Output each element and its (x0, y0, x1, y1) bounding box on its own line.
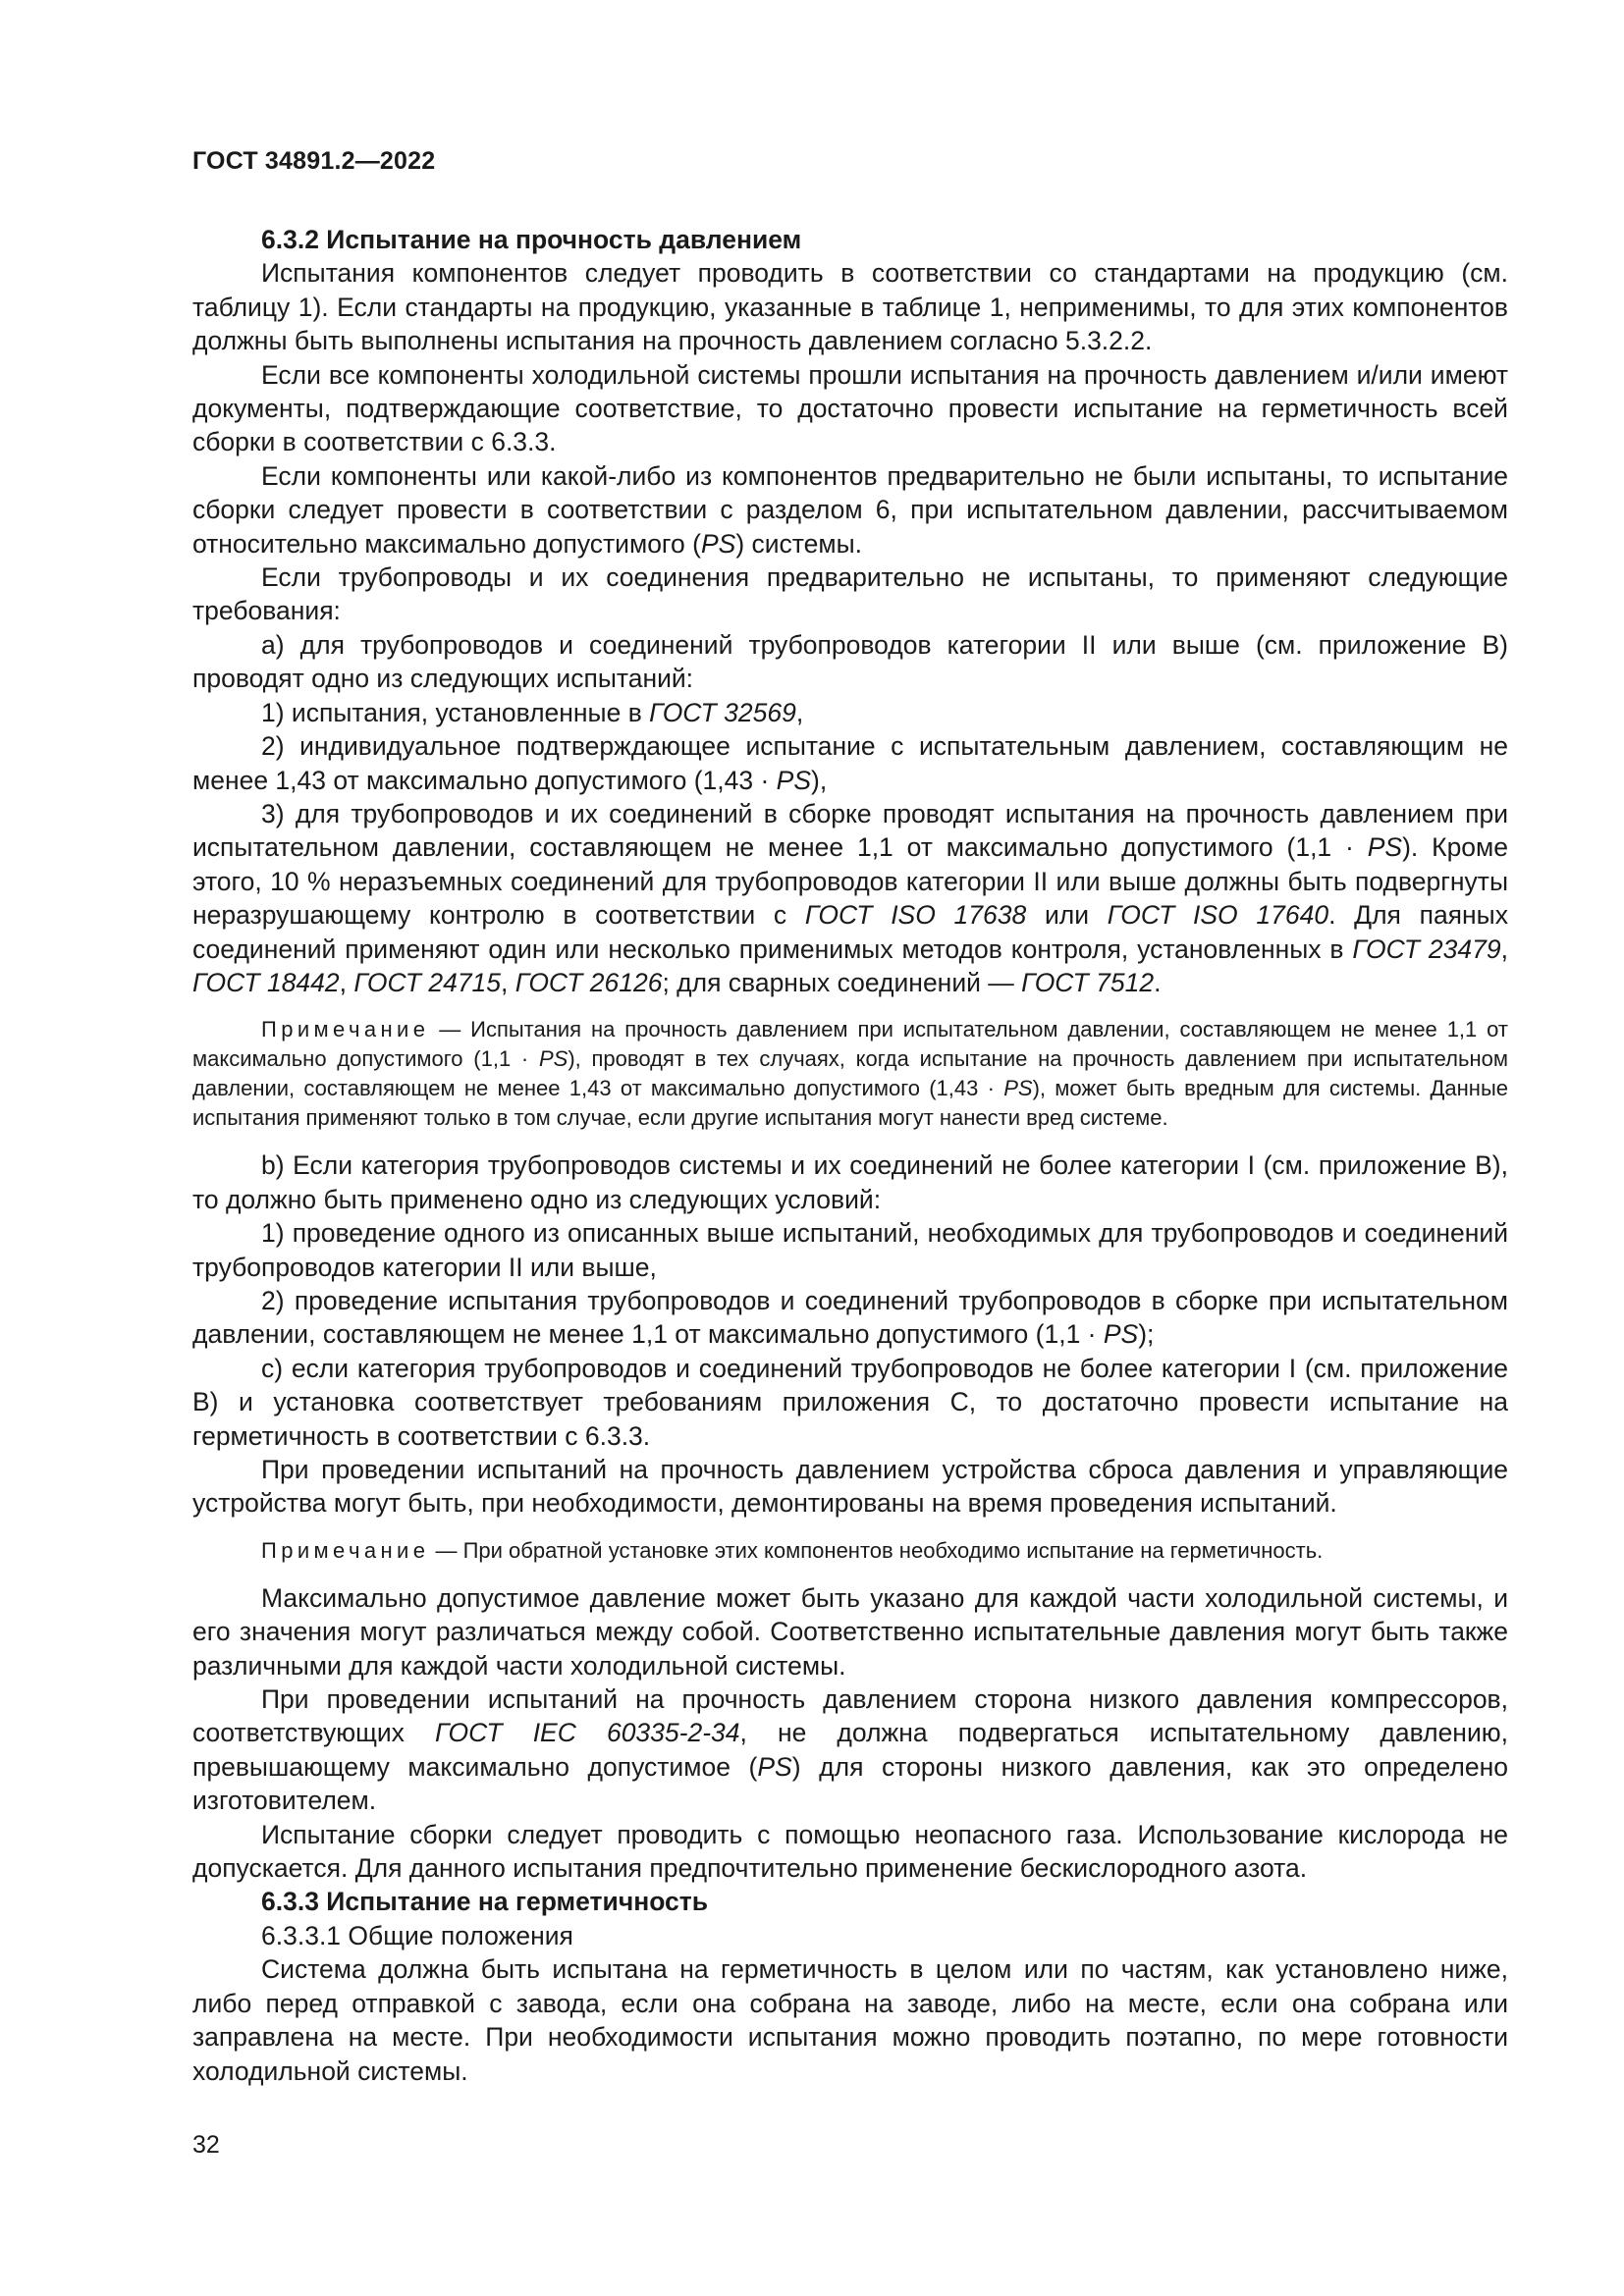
paragraph (192, 459, 1508, 561)
document-header: ГОСТ 34891.2—2022 (192, 147, 436, 175)
standard-reference: ГОСТ 26126 (514, 967, 663, 997)
note-label: Примечание (261, 1017, 430, 1042)
list-item-a-1 (192, 696, 1508, 729)
text-fragment: , (795, 697, 804, 727)
section-heading-6-3-3: 6.3.3 Испытание на герметичность (261, 1887, 709, 1917)
text-fragment: или (1026, 900, 1108, 931)
text-fragment: . Для паяных соединений применяют один или несколько применимых методов контроля, установленных в (192, 900, 1508, 964)
text-fragment: 2) индивидуальное подтверждающее испытание с испытательным давлением, составляющим не менее 1,43 от максимально допустимого (1,43 · (192, 731, 1508, 795)
text-fragment: ). Кроме этого, 10 % неразъемных соединений для трубопроводов категории II или выше должны быть подвергнуты неразрушающему контролю в соответствии с (192, 832, 1508, 931)
text-fragment: 3) для трубопроводов и их соединений в сборке проводят испытания на прочность давлением при испытательном давлении, составляющем не менее 1,1 от максимально допустимого (1,1 · (192, 798, 1508, 863)
text-fragment: 1) испытания, установленные в (261, 697, 650, 727)
list-item-c: c) если категория трубопроводов и соединений трубопроводов не более категории I (см. приложение B) и установка соответствует требованиям приложения C, то достаточно провести испытание на герметичность в соответствии с 6.3.3. (192, 1353, 1508, 1451)
text-fragment: — Испытания на прочность давлением при испытательном давлении, составляющем не менее 1,1 от максимально допустимого (1,1 · (192, 1017, 1508, 1072)
text-fragment: ), может быть вредным для системы. Данные испытания применяют только в том случае, если другие испытания могут нанести вред системе. (192, 1076, 1508, 1131)
text-fragment: ) для стороны низкого давления, как это определено изготовителем. (192, 1751, 1508, 1816)
text-fragment: 2) проведение испытания трубопроводов и соединений трубопроводов в сборке при испытательном давлении, составляющем не менее 1,1 от максимально допустимого (1,1 · (192, 1285, 1508, 1350)
text-fragment: ) системы. (735, 528, 863, 559)
subsection-heading-6-3-3-1: 6.3.3.1 Общие положения (261, 1920, 573, 1950)
standard-reference: ГОСТ 24715 (353, 967, 502, 997)
text-fragment: , не должна подвергаться испытательному давлению, превышающему максимально допустимое ( (192, 1718, 1508, 1782)
text-fragment: . (1154, 967, 1162, 997)
standard-reference: ГОСТ IEC 60335-2-34 (435, 1718, 740, 1748)
ps-symbol: PS (1003, 1076, 1033, 1101)
ps-symbol: PS (1367, 832, 1403, 863)
standard-reference: ГОСТ 23479 (1352, 934, 1501, 964)
text-fragment: , (501, 967, 515, 997)
text-fragment: , (339, 967, 354, 997)
document-body (192, 223, 1508, 2088)
text-fragment: ), (811, 765, 828, 795)
list-item-a: a) для трубопроводов и соединений трубопроводов категории II или выше (см. приложение B) проводят одно из следующих испытаний: (192, 629, 1508, 694)
paragraph: Испытание сборки следует проводить с помощью неопасного газа. Использование кислорода не допускается. Для данного испытания предпочтительно применение бескислородного азота. (192, 1819, 1508, 1884)
ps-symbol: PS (776, 765, 812, 795)
standard-reference: ГОСТ 18442 (192, 967, 340, 997)
text-fragment: При проведении испытаний на прочность давлением сторона низкого давления компрессоров, соответствующих (192, 1684, 1508, 1748)
page-number: 32 (192, 2131, 220, 2159)
ps-symbol: PS (538, 1046, 568, 1072)
text-fragment: ; для сварных соединений — (662, 967, 1022, 997)
standard-reference: ГОСТ ISO 17640 (1107, 900, 1329, 931)
text-fragment: , (1500, 934, 1508, 964)
standard-reference: ГОСТ 32569 (649, 697, 796, 727)
text-fragment: ), проводят в тех случаях, когда испытание на прочность давлением при испытательном давлении, составляющем не менее 1,43 от максимально допустимого (1,43 · (192, 1046, 1508, 1101)
note-2 (192, 1536, 1508, 1566)
ps-symbol: PS (700, 528, 736, 559)
text-fragment: — При обратной установке этих компонентов необходимо испытание на герметичность. (429, 1537, 1324, 1563)
paragraph: Если трубопроводы и их соединения предварительно не испытаны, то применяют следующие требования: (192, 562, 1508, 626)
paragraph: Система должна быть испытана на герметичность в целом или по частям, как установлено ниже, либо перед отправкой с завода, если она собрана на заводе, либо на месте, если она собрана или заправлена на месте. При необходимости испытания можно проводить поэтапно, по мере готовности холодильной системы. (192, 1954, 1508, 2086)
section-heading-6-3-2: 6.3.2 Испытание на прочность давлением (261, 225, 802, 254)
list-item-b-2 (192, 1284, 1508, 1352)
list-item-a-3 (192, 797, 1508, 999)
list-item-b: b) Если категория трубопроводов системы и их соединений не более категории I (см. приложение B), то должно быть применено одно из следующих условий: (192, 1150, 1508, 1214)
note-label: Примечание (261, 1537, 430, 1563)
note-1 (192, 1015, 1508, 1133)
paragraph: Испытания компонентов следует проводить в соответствии со стандартами на продукцию (см. таблицу 1). Если стандарты на продукцию, указанные в таблице 1, неприменимы, то для этих компонентов должны быть выполнены испытания на прочность давлением согласно 5.3.2.2. (192, 258, 1508, 356)
list-item-b-1: 1) проведение одного из описанных выше испытаний, необходимых для трубопроводов и соединений трубопроводов категории II или выше, (192, 1218, 1508, 1282)
paragraph: При проведении испытаний на прочность давлением устройства сброса давления и управляющие устройства могут быть, при необходимости, демонтированы на время проведения испытаний. (192, 1455, 1508, 1519)
paragraph: Если все компоненты холодильной системы прошли испытания на прочность давлением и/или имеют документы, подтверждающие соответствие, то достаточно провести испытание на герметичность всей сборки в соответствии с 6.3.3. (192, 359, 1508, 457)
text-fragment: ); (1138, 1319, 1155, 1350)
text-fragment: Если компоненты или какой-либо из компонентов предварительно не были испытаны, то испытание сборки следует провести в соответствии с разделом 6, при испытательном давлении, рассчитываемом относительно максимально допустимого ( (192, 460, 1508, 559)
paragraph: Максимально допустимое давление может быть указано для каждой части холодильной системы, и его значения могут различаться между собой. Соответственно испытательные давления могут быть также различными для каждой части холодильной системы. (192, 1582, 1508, 1681)
paragraph (192, 1682, 1508, 1818)
ps-symbol: PS (1103, 1319, 1139, 1350)
standard-reference: ГОСТ 7512 (1021, 967, 1155, 997)
list-item-a-2 (192, 729, 1508, 797)
ps-symbol: PS (757, 1751, 792, 1782)
standard-reference: ГОСТ ISO 17638 (804, 900, 1027, 931)
